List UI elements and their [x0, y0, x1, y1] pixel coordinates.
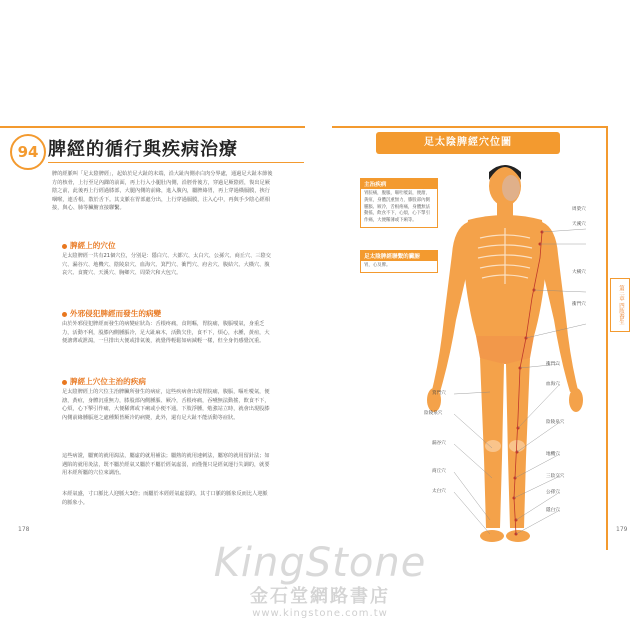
acupoint-label: 陰陵泉穴 [546, 420, 565, 425]
section-number-badge: 94 [10, 134, 46, 170]
acupoint-label: 地機穴 [546, 452, 560, 457]
chapter-tab: 第三章 四肢養生 [610, 278, 630, 332]
indication-box-heading: 主治疾病 [361, 179, 437, 189]
left-page [0, 118, 320, 550]
section-text-pulse: 本經氣盛，寸口脈比人迎脈大3倍；而屬於本經經氣虛弱的，其寸口脈的脈象反而比人迎脈的脈象小。 [62, 491, 268, 506]
section-text-points: 足太陰脾經一共有21個穴位，分別是：隱白穴、大都穴、太白穴、公孫穴、商丘穴、三陰交穴、漏谷穴、地機穴、陰陵泉穴、血海穴、箕門穴、衝門穴、府舍穴、腹結穴、大橫穴、腹哀穴、食竇穴、天溪穴、胸鄉穴、周榮穴和大包穴。 [62, 253, 271, 277]
section-text-diseases: 足太陰脾經上的穴位主治脾臟所發生的病症，這些疾病會出現胃脘痛，腹脹，嘔吐噯氣，便溏，黃疸，身體沉重無力，膝股部內側腫脹、厥冷，舌根疼痛，吞嚥無法動搖，飲食不下，心煩，心下掣引作痛，大便稀薄或下痢或小便不通，下肢浮腫，勉強站立時，就會出現股膝內側前緣腫脹逆之處種類皆厥冷的病變，此外，還有足大趾不能活動等症狀。 [62, 389, 270, 421]
watermark [0, 540, 640, 619]
indication-box-text: 胃脘痛，腹脹，嘔吐噯氣，便溏，黃疸，身體沉重無力，膝股部內側腫脹、厥冷，舌根疼痛，身體無法動搖，飲食不下，心煩，心下掣引作痛，大便稀薄或下痢等。 [364, 191, 430, 224]
bullet-icon [62, 380, 67, 385]
acupoint-label: 天溪穴 [572, 222, 586, 227]
acupoint-label: 太白穴 [432, 489, 446, 494]
page-number: 178 [18, 526, 30, 533]
bullet-icon [62, 312, 67, 317]
acupoint-label: 陰陵泉穴 [424, 411, 443, 416]
acupoint-label: 隱白穴 [546, 508, 560, 513]
section-text-treatment: 這些病證，屬實的就用瀉法，屬虛的就用補法；屬熱的就用速刺法，屬寒的就用留針法；如遇陷的就用灸法，既不屬於經氣又屬於不屬於經氣虛弱，而僅僅只是經氣運行失調的，就要用本經所屬的穴位來調治。 [62, 453, 270, 477]
intro-paragraph: 脾的經脈叫「足太陰脾經」，起始於足大趾的末端，沿大趾內側赤白肉分界處，通過足大趾本節後方的核骨，上行至足內踝的前面，再上行入小腿肚內側，沿脛骨後方，穿過足厥陰經，復出足厥陰之前，此後再上行經過膝部，大腿內側的前緣，進入腹內，屬脾絡胃，再上穿過橫膈膜，挾行咽喉，連舌根，散於舌下。其支脈在胃部處分出，上行穿過膈膜，注入心中，再與手少陰心經相接，與心、肺等臟腑直接聯繫。 [52, 171, 273, 212]
organ-box-heading: 足太陰脾經聯繫的臟腑 [361, 251, 437, 261]
right-page [320, 118, 640, 550]
book-spread [0, 118, 640, 550]
page-title: 脾經的循行與疾病治療 [48, 139, 238, 160]
title-rule [48, 162, 304, 163]
top-rule [332, 126, 608, 128]
watermark-store-name: 金石堂網路書店 [250, 586, 390, 607]
acupoint-label: 公孫穴 [546, 490, 560, 495]
top-rule [0, 126, 305, 128]
organ-box [360, 250, 438, 273]
watermark-url: www.kingstone.com.tw [252, 608, 388, 619]
section-text-external: 由於外邪侵犯脾經而發生的病變症狀為：舌根疼痛，食則嘔，胃脘痛，腹脹噯氣，身重乏力，活動不利，股膝內側腫脹冷，足大趾麻木，活動欠佳，食不下，煩心，水腫，黃疸，大便溏薄或泄瀉，一旦排出大便或排氣後，就覺得輕鬆如病減輕一樣，但全身仍感覺沉重。 [62, 321, 270, 345]
indication-box [360, 178, 438, 228]
acupoint-label: 箕門穴 [432, 391, 446, 396]
acupoint-label: 周榮穴 [572, 207, 586, 212]
acupoint-label: 衝門穴 [572, 302, 586, 307]
acupoint-label: 衝門穴 [546, 362, 560, 367]
bullet-icon [62, 244, 67, 249]
acupoint-label: 商丘穴 [432, 469, 446, 474]
figure-title: 足太陰脾經穴位圖 [376, 132, 560, 154]
acupoint-label: 大橫穴 [572, 270, 586, 275]
section-heading-diseases: 脾經上穴位主治的疾病 [62, 376, 146, 387]
acupoint-label: 三陰交穴 [546, 474, 565, 479]
acupoint-label: 漏谷穴 [432, 441, 446, 446]
organ-box-text: 胃，心及脾。 [364, 263, 391, 268]
section-heading-external: 外邪侵犯脾經而發生的病變 [62, 308, 161, 319]
page-edge-rule [606, 126, 608, 550]
watermark-logo: KingStone [213, 540, 427, 586]
section-heading-points: 脾經上的穴位 [62, 240, 116, 251]
acupoint-label: 血海穴 [546, 382, 560, 387]
page-number: 179 [616, 526, 628, 533]
